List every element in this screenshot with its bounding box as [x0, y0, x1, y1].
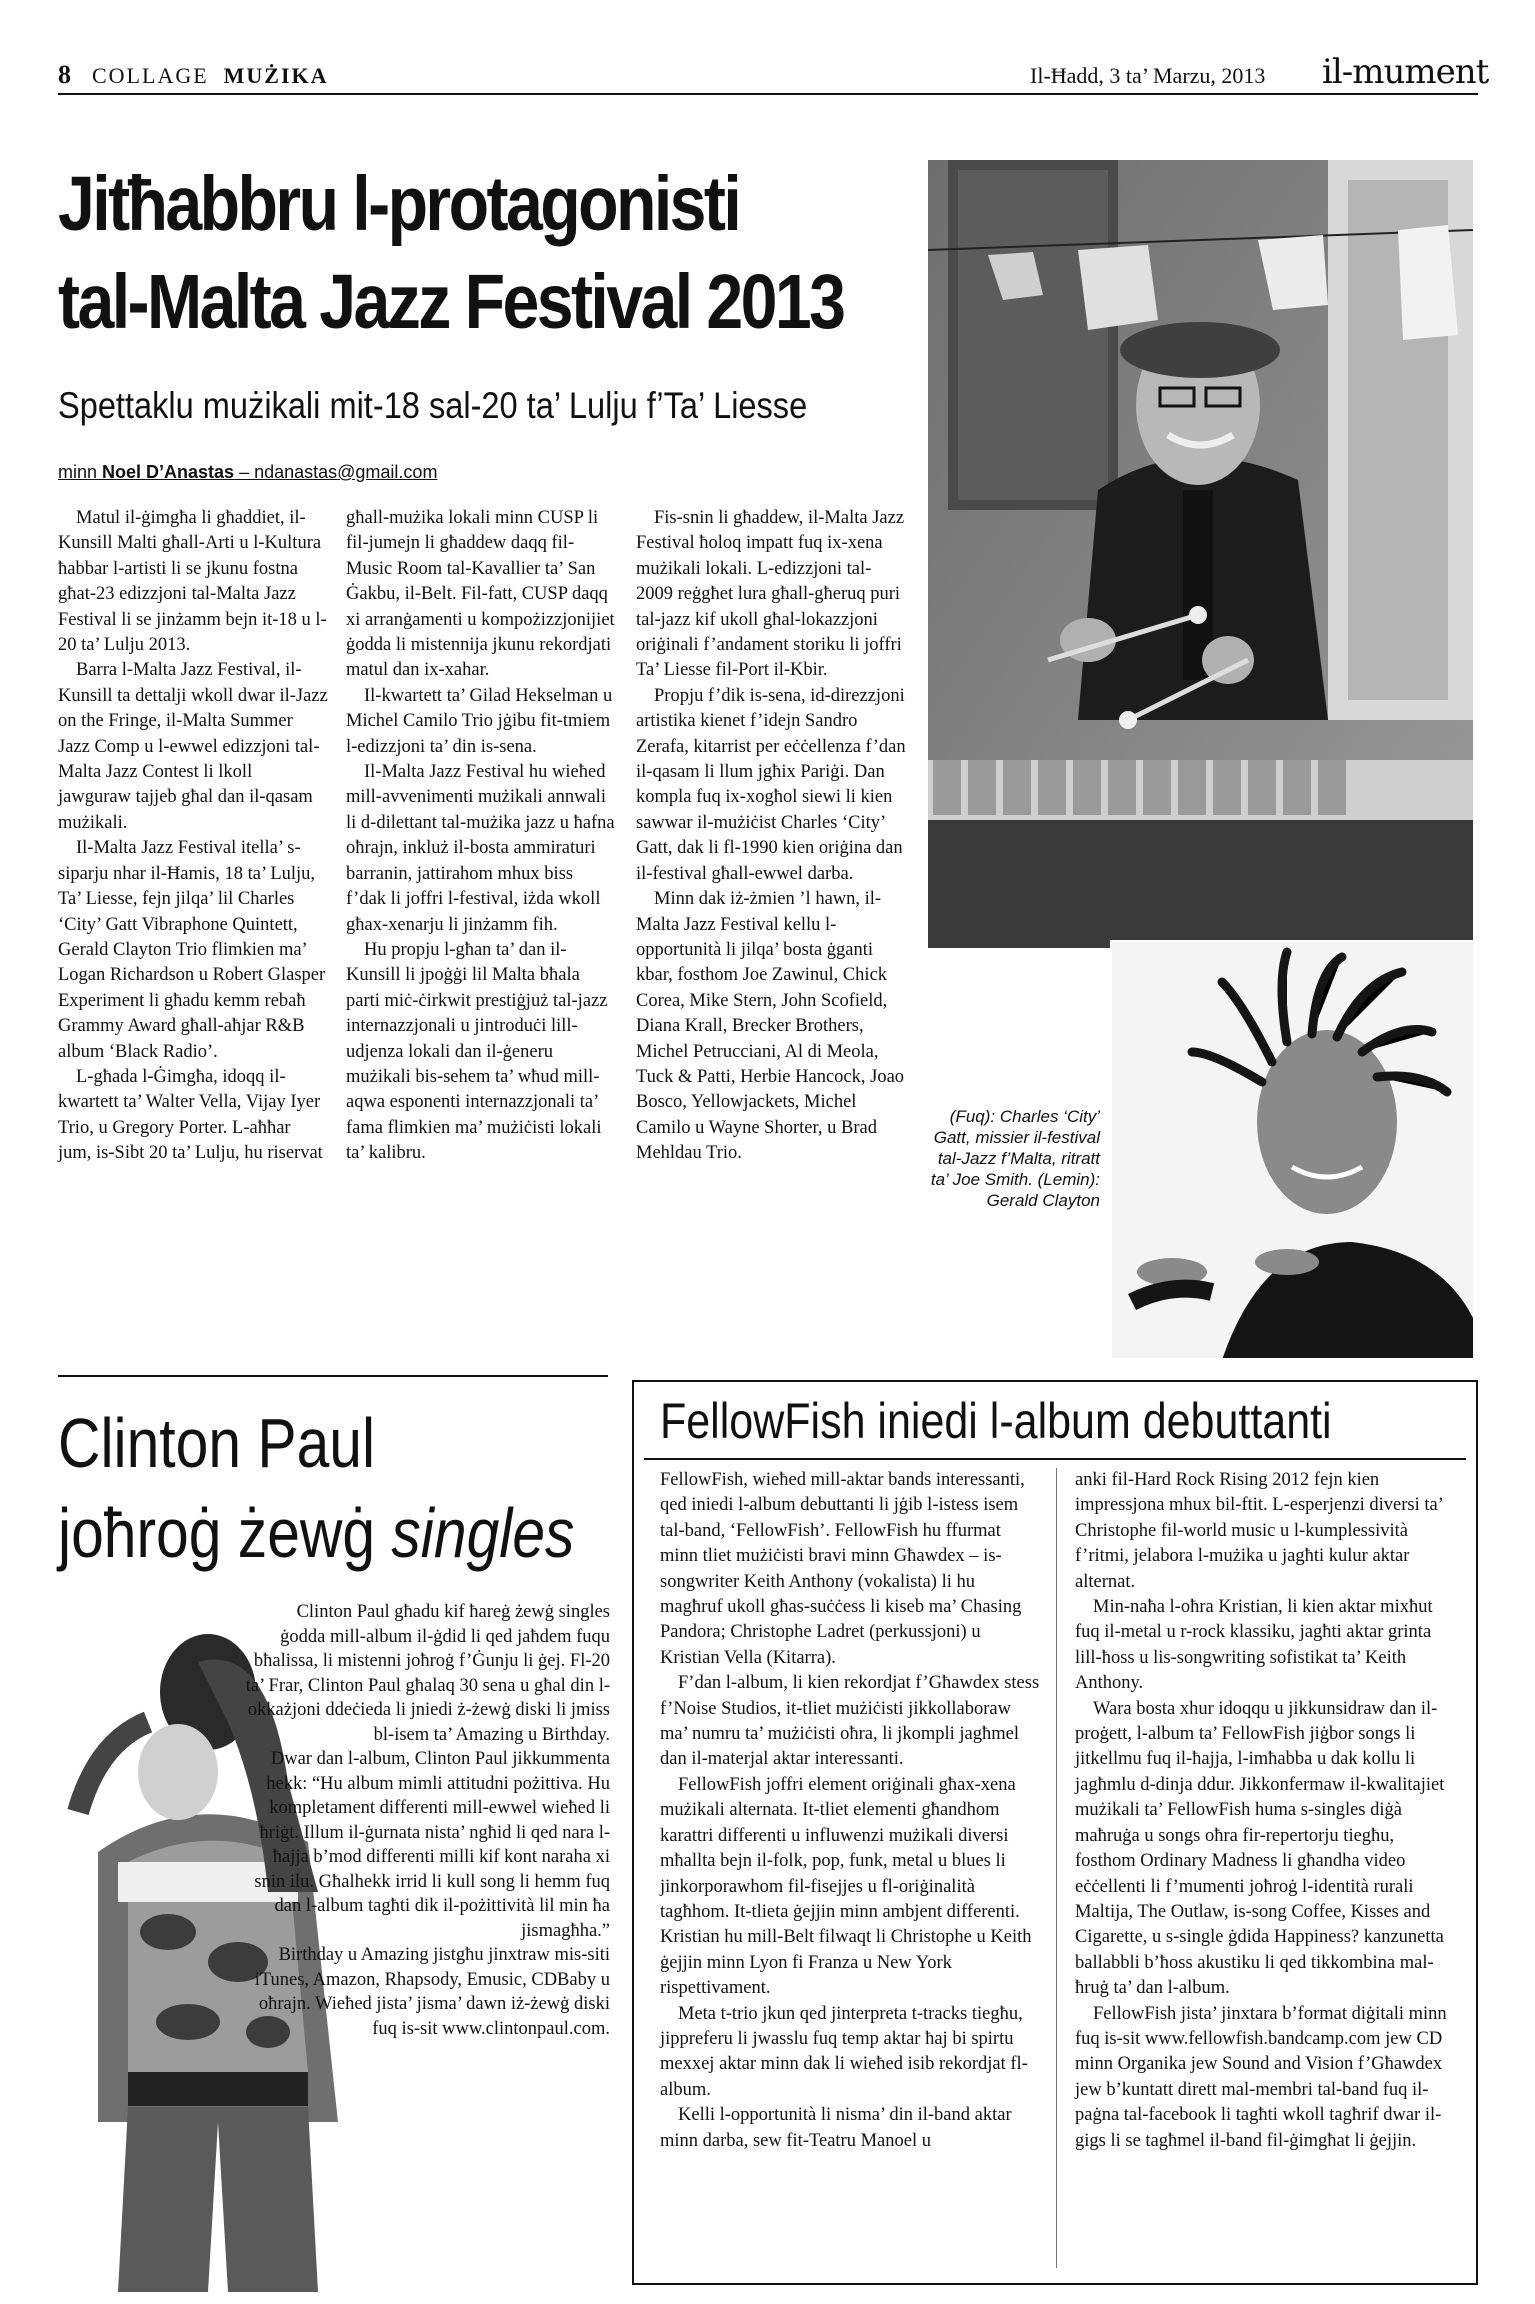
article2-body: [240, 1600, 610, 2041]
vibraphone-player-photo: [928, 160, 1473, 948]
issue-date: Il-Ħadd, 3 ta’ Marzu, 2013: [1030, 63, 1266, 88]
article1-subhead: Spettaklu mużikali mit-18 sal-20 ta’ Lulju f’Ta’ Liesse: [58, 385, 808, 426]
paragraph: Matul il-ġimgħa li għaddiet, il-Kunsill Malti għall-Arti u l-Kultura ħabbar l-artisti li se jkunu fostna għat-23 edizzjoni tal-Malta Jazz Festival li se jinżamm bejn it-18 u l-20 ta’ Lulju 2013.: [58, 508, 327, 656]
article3-column-2: [1075, 1468, 1455, 2154]
paragraph: FellowFish, wieħed mill-aktar bands interessanti, qed iniedi l-album debuttanti li jġib l-istess isem tal-band, ‘FellowFish’. FellowFish hu ffurmat minn tliet mużiċisti bravi minn Għawdex – is-songwriter Keith Anthony (vokalista) li hu magħruf ukoll għas-suċċess li kiseb ma’ Chasing Pandora; Christophe Ladret (perkussjoni) u Kristian Vella (Kitarra).: [660, 1470, 1025, 1668]
paragraph: Minn dak iż-żmien ’l hawn, il-Malta Jazz Festival kellu l-opportunità li jilqa’ bosta ġganti kbar, fosthom Joe Zawinul, Chick Corea, Mike Stern, John Scofield, Diana Krall, Brecker Brothers, Michel Petrucciani, Al di Meola, Tuck & Patti, Herbie Hancock, Joao Bosco, Yellowjackets, Michel Camilo u Wayne Shorter, u Brad Mehldau Trio.: [636, 889, 905, 1164]
headline-part-italic: singles: [391, 1494, 575, 1572]
article1-column-3: [636, 506, 906, 1167]
paragraph: Barra l-Malta Jazz Festival, il-Kunsill ta dettalji wkoll dwar il-Jazz on the Fringe, il-Malta Summer Jazz Comp u l-ewwel edizzjoni tal-Malta Jazz Contest li lkoll jawguraw tajjeb għal dan il-qasam mużikali.: [58, 660, 328, 833]
article1-column-1: [58, 506, 328, 1167]
section-label: [92, 63, 329, 89]
paragraph: għall-mużika lokali minn CUSP li fil-jumejn li għaddew daqq fil-Music Room tal-Kavallier ta’ San Ġakbu, il-Belt. Fil-fatt, CUSP daqq xi arranġamenti u kompożizzjonijiet ġodda li mistennija jkunu rekordjati matul dan ix-xahar.: [346, 508, 615, 681]
article1-headline: [58, 155, 844, 351]
header-rule: [58, 93, 1478, 95]
paragraph: Wara bosta xhur idoqqu u jikkunsidraw dan il-proġett, l-album ta’ FellowFish jiġbor songs li jitkellmu fuq il-ħajja, l-imħabba u dak kollu li jagħmlu d-dinja ddur. Jikkonfermaw il-kwalitajiet mużikali ta’ FellowFish huma s-singles diġà maħruġa u songs oħra fir-repertorju tiegħu, fosthom Ordinary Madness li għandha video eċċellenti li f’mumenti joħroġ l-identità rurali Maltija, The Outlaw, is-song Coffee, Kisses and Cigarette, u s-single ġdida Happiness? kanzunetta ballabbli b’ħoss akustiku li qed tikkombina mal-ħruġ ta’ dan l-album.: [1075, 1698, 1445, 1999]
photo-illustration: [928, 160, 1473, 948]
paragraph: Clinton Paul għadu kif ħareġ żewġ singles ġodda mill-album il-ġdid li qed jaħdem fuqu bħalissa, li mistenni joħroġ f’Ġunju li ġej. Fl-20 ta’ Frar, Clinton Paul għalaq 30 sena u għal din l-okkażjoni ddeċieda li jniedi ż-żewġ diski li jmiss bl-isem ta’ Amazing u Birthday.: [245, 1602, 610, 1745]
paragraph: Meta t-trio jkun qed jinterpreta t-tracks tiegħu, jippreferu li jwasslu fuq temp aktar ħaj bi spirtu mexxej aktar minn dak li wieħed isib rekordjat fl-album.: [660, 2003, 1028, 2100]
paragraph: Min-naħa l-oħra Kristian, li kien aktar mixħut fuq il-metal u r-rock klassiku, jagħti aktar grinta lill-ħoss u lis-songwriting sofistikat ta’ Keith Anthony.: [1075, 1597, 1433, 1694]
paragraph: anki fil-Hard Rock Rising 2012 fejn kien impressjona mhux bil-ftit. L-esperjenzi diversi ta’ Christophe fil-world music u l-kumplessività f’ritmi, jelabora l-mużika u jagħti kulur aktar alternat.: [1075, 1470, 1443, 1592]
paragraph: L-għada l-Ġimgħa, idoqq il-kwartett ta’ Walter Vella, Vijay Iyer Trio, u Gregory Porter. L-aħħar jum, is-Sibt 20 ta’ Lulju, hu riservat: [58, 1066, 323, 1164]
section-divider: [58, 1375, 608, 1377]
headline-rule: [644, 1458, 1466, 1460]
paragraph: Hu propju l-għan ta’ dan il-Kunsill li jpoġġi lil Malta bħala parti miċ-ċirkwit prestiġjuż tal-jazz internazzjonali u jintroduċi lill-udjenza lokali dan il-ġeneru mużikali bis-sehem ta’ wħud mill-aqwa esponenti internazzjonali ta’ fama flimkien ma’ mużiċisti lokali ta’ kalibru.: [346, 939, 608, 1164]
byline-prefix: minn: [58, 462, 103, 482]
gerald-clayton-photo: [1110, 940, 1473, 1358]
paragraph: Dwar dan l-album, Clinton Paul jikkummenta hekk: “Hu album mimli attitudni pożittiva. Hu kompletament differenti mill-ewwel wieħed li ħriġt. Illum il-ġurnata nista’ ngħid li qed nara l-ħajja b’mod differenti milli kif kont naraha xi snin ilu. Għalhekk irrid li kull song li hemm fuq dan l-album tagħti dik il-pożittività lil min ħa jismagħha.”: [254, 1749, 610, 1941]
article2-headline: [58, 1398, 575, 1578]
article3-column-1: [660, 1468, 1040, 2154]
article3-headline: FellowFish iniedi l-album debuttanti: [660, 1393, 1332, 1449]
article1-column-2: [346, 506, 616, 1167]
paragraph: Kelli l-opportunità li nisma’ din il-band aktar minn darba, sew fit-Teatru Manoel u: [660, 2105, 1012, 2151]
paragraph: Il-Malta Jazz Festival hu wieħed mill-avvenimenti mużikali annwali li d-dilettant tal-mużika jazz u ħafna oħrajn, inkluż il-bosta ammiraturi barranin, jattirahom mhux biss f’dak li joffri l-festival, iżda wkoll għax-xenarju li jinżamm fih.: [346, 762, 615, 935]
headline-line-2: tal-Malta Jazz Festival 2013: [58, 259, 844, 345]
paragraph: Fis-snin li għaddew, il-Malta Jazz Festival ħoloq impatt fuq ix-xena mużikali lokali. L-edizzjoni tal-2009 reġgħet lura għall-għeruq puri tal-jazz kif ukoll għal-lokazzjoni oriġinali f’andament storiku li joffri Ta’ Liesse fil-Port il-Kbir.: [636, 508, 905, 681]
byline-email: – ndanastas@gmail.com: [234, 462, 438, 482]
paragraph: FellowFish jista’ jinxtara b’format diġitali minn fuq is-sit www.fellowfish.bandcamp.com jew CD minn Organika jew Sound and Vision f’Għawdex jew b’kuntatt dirett mal-membri tal-band fuq il-paġna tal-facebook li tagħti wkoll tagħrif dwar il-gigs li se tagħmel il-band fil-ġimgħat li ġejjin.: [1075, 2003, 1447, 2151]
column-divider: [1056, 1468, 1057, 2268]
paragraph: F’dan l-album, li kien rekordjat f’Għawdex stess f’Noise Studios, it-tliet mużiċisti jikkollaboraw ma’ numru ta’ mużiċisti oħra, li jkompli jagħmel dan il-materjal aktar interessanti.: [660, 1673, 1040, 1770]
headline-part: joħroġ żewġ: [58, 1494, 392, 1572]
newspaper-logo: il-mument: [1322, 52, 1489, 92]
byline-author: Noel D’Anastas: [102, 462, 235, 482]
photo-caption: (Fuq): Charles ‘City’ Gatt, missier il-festival tal-Jazz f’Malta, ritratt ta’ Joe Smith. (Lemin): Gerald Clayton: [930, 1107, 1100, 1210]
paragraph: Il-Malta Jazz Festival itella’ s-siparju nhar il-Ħamis, 18 ta’ Lulju, Ta’ Liesse, fejn jilqa’ lil Charles ‘City’ Gatt Vibraphone Quintett, Gerald Clayton Trio flimkien ma’ Logan Richardson u Robert Glasper Experiment li għadu kemm rebaħ Grammy Award għall-aħjar R&B album ‘Black Radio’.: [58, 838, 326, 1062]
headline-line-1: Clinton Paul: [58, 1404, 376, 1482]
paragraph: Birthday u Amazing jistgħu jinxtraw mis-siti iTunes, Amazon, Rhapsody, Emusic, CDBaby u oħrajn. Wieħed jista’ jisma’ dawn iż-żewġ diski fuq is-sit www.clintonpaul.com.: [254, 1945, 610, 2039]
page-number: 8: [58, 60, 71, 89]
headline-line-2: [58, 1488, 575, 1578]
paragraph: FellowFish joffri element oriġinali għax-xena mużikali alternata. It-tliet elementi għandhom karattri differenti u influwenzi mużikali diversi mħallta bejn il-folk, pop, funk, metal u blues li jinkorporawhom fil-fisejjes u fl-oriġinalità tagħhom. It-tlieta ġejjin minn ambjent differenti. Kristian hu mill-Belt filwaqt li Christophe u Keith ġejjin minn Lyon fi Franza u New York rispettivament.: [660, 1774, 1032, 1999]
article1-byline: [58, 462, 437, 483]
paragraph: Il-kwartett ta’ Gilad Hekselman u Michel Camilo Trio jġibu fit-tmiem l-edizzjoni ta’ din is-sena.: [346, 685, 613, 757]
paragraph: Propju f’dik is-sena, id-direzzjoni artistika kienet f’idejn Sandro Zerafa, kitarrist per eċċellenza f’dan il-qasam li llum jgħix Pariġi. Dan kompla fuq ix-xogħol siewi li kien sawwar il-mużiċist Charles ‘City’ Gatt, dak li fl-1990 kien oriġina dan il-festival għall-ewwel darba.: [636, 685, 906, 884]
section-muzika: MUŻIKA: [223, 63, 329, 88]
headline-line-1: Jitħabbru l-protagonisti: [58, 161, 740, 247]
section-collage: COLLAGE: [92, 63, 209, 88]
photo-illustration: [1112, 942, 1473, 1358]
